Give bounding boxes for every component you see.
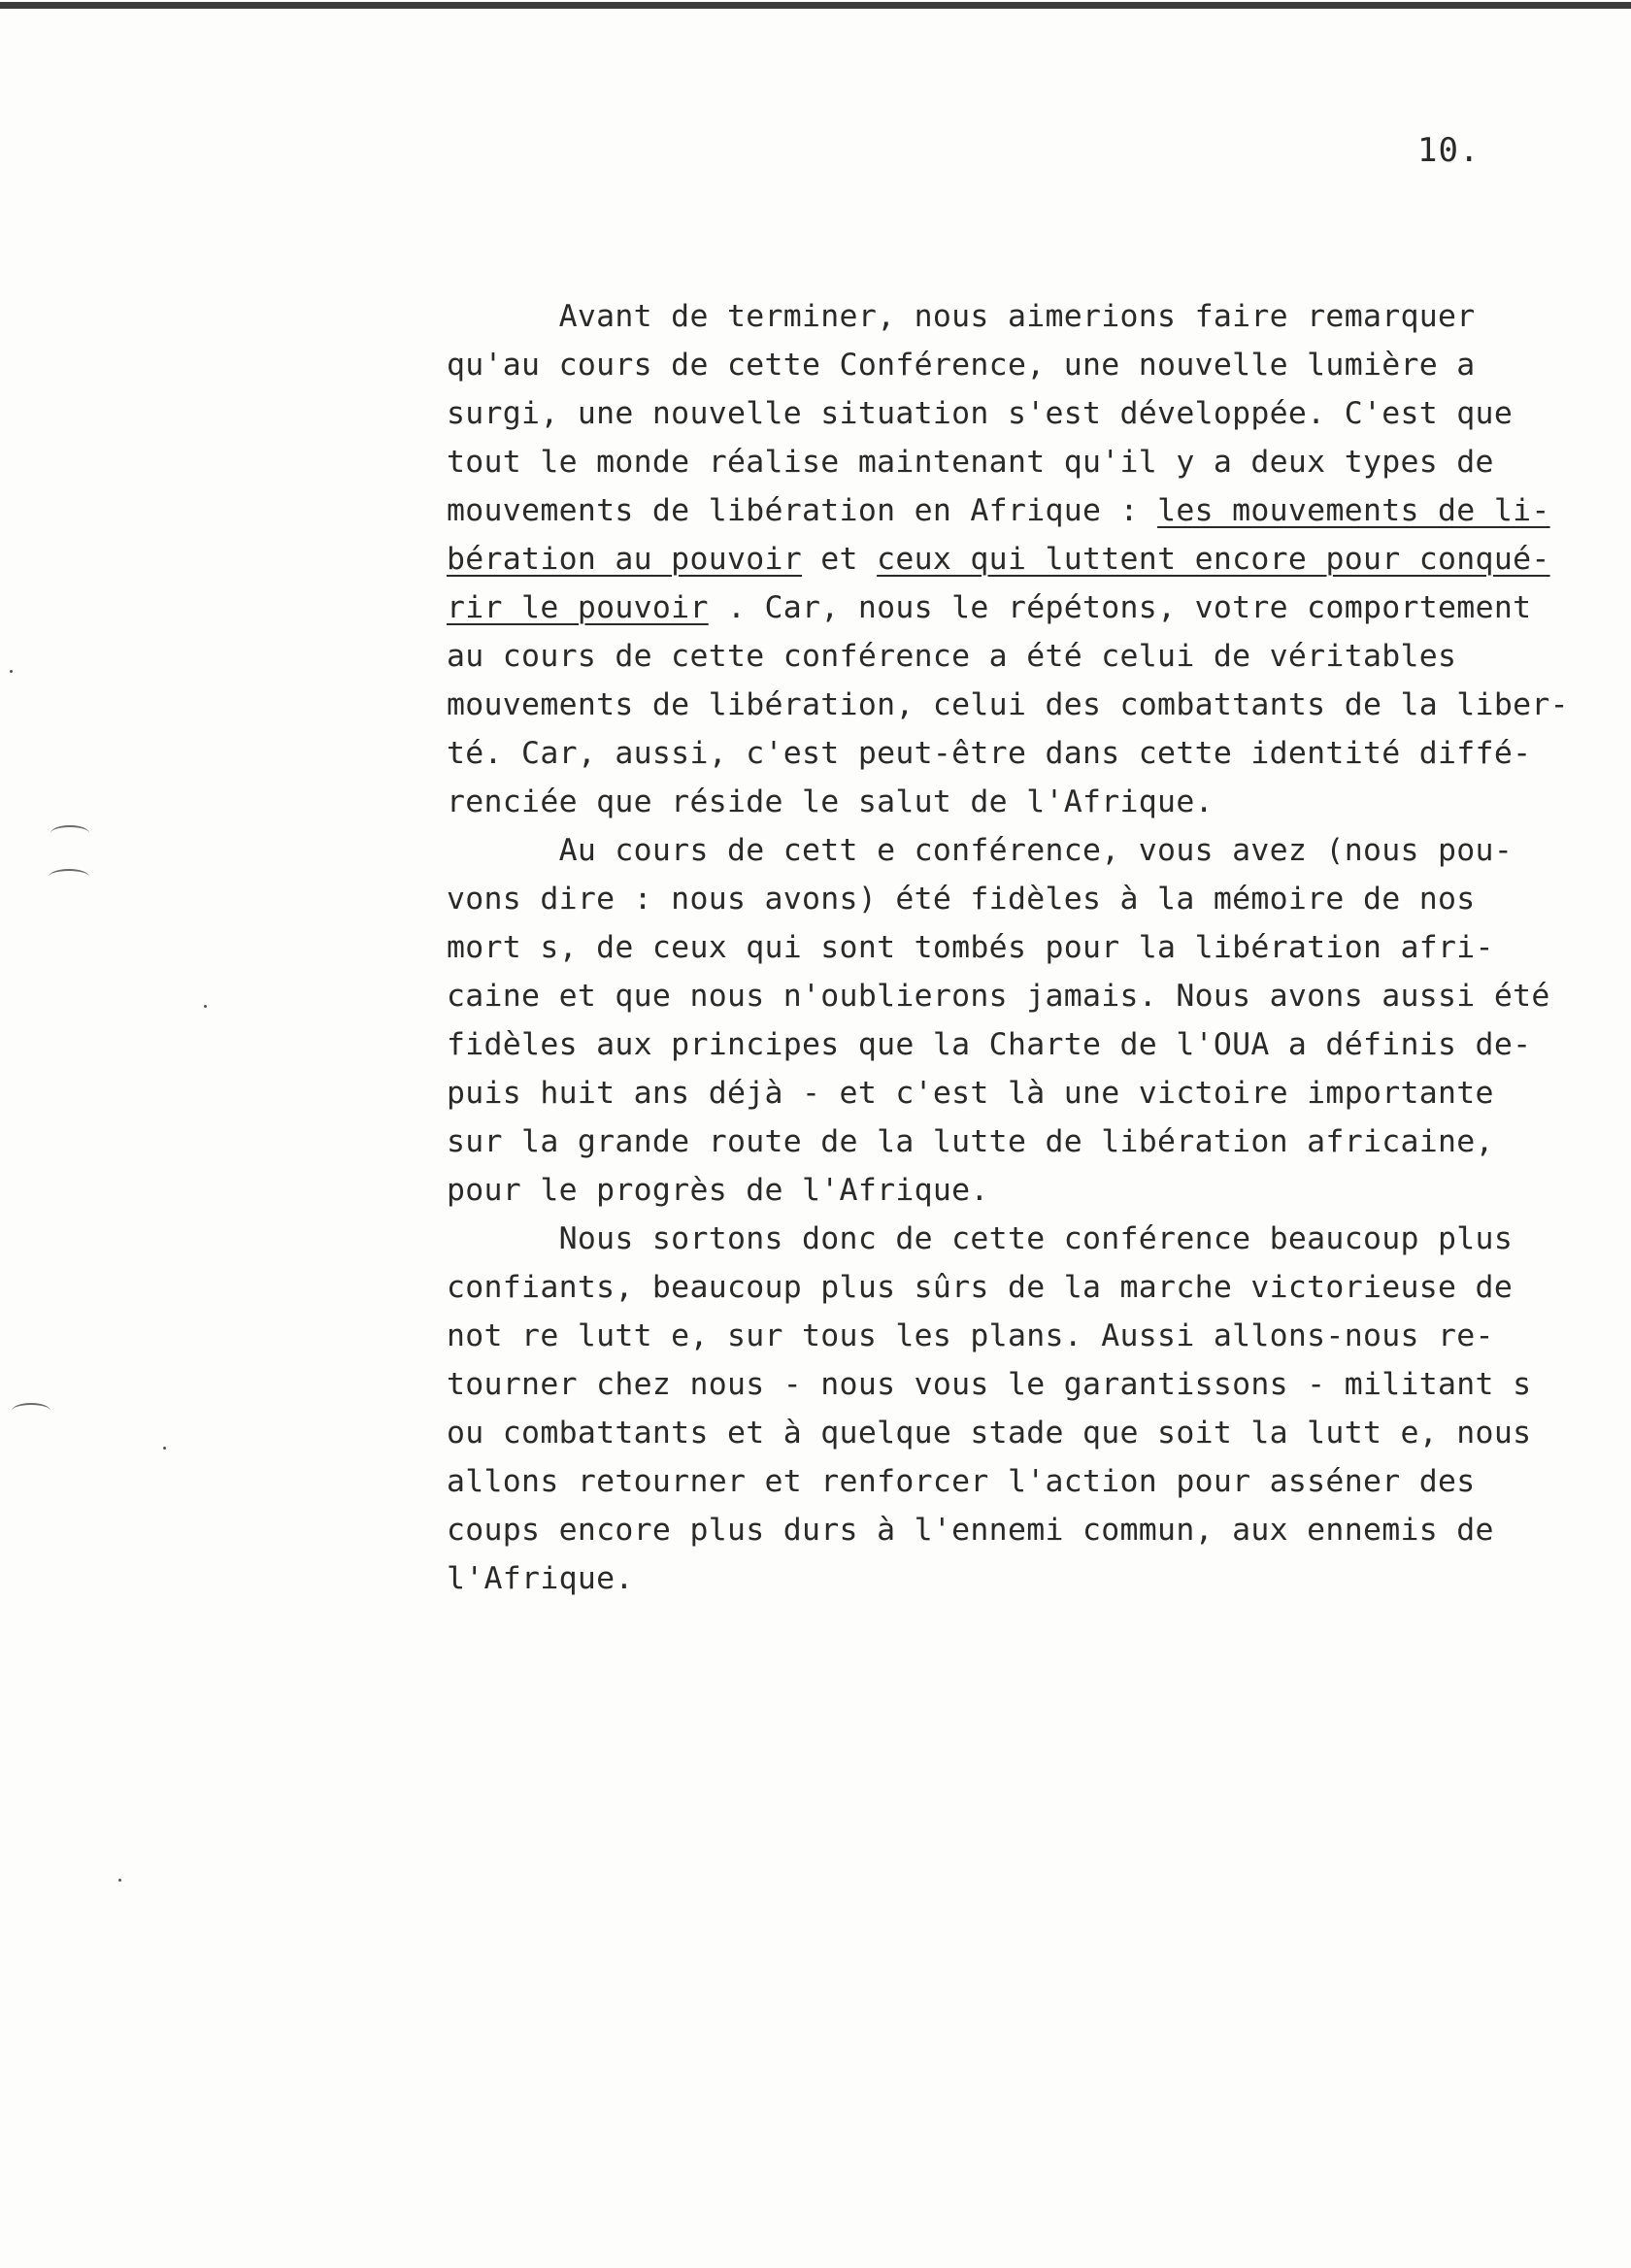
text-segment: not re lutt e, sur tous les plans. Aussi allons-nous re-: [447, 1318, 1494, 1353]
underlined-text: les mouvements de li-: [1157, 493, 1550, 528]
text-segment: coups encore plus durs à l'ennemi commun, aux ennemis de: [447, 1513, 1494, 1548]
text-line: [447, 1312, 1592, 1360]
text-segment: allons retourner et renforcer l'action pour asséner des: [447, 1464, 1476, 1499]
text-segment: Au cours de cett e conférence, vous avez (nous pou-: [447, 833, 1514, 868]
text-segment: pour le progrès de l'Afrique.: [447, 1173, 989, 1208]
text-line: [447, 535, 1592, 584]
text-line: [447, 1457, 1592, 1506]
text-line: [447, 1020, 1592, 1069]
text-segment: vons dire : nous avons) été fidèles à la mémoire de nos: [447, 882, 1476, 917]
text-segment: té. Car, aussi, c'est peut-être dans cette identité diffé-: [447, 736, 1532, 771]
text-segment: . Car, nous le répétons, votre comportement: [708, 590, 1532, 625]
text-line: [447, 1506, 1592, 1554]
margin-dot: [118, 1879, 121, 1882]
text-segment: Nous sortons donc de cette conférence beaucoup plus: [447, 1221, 1514, 1256]
text-segment: sur la grande route de la lutte de libération africaine,: [447, 1124, 1494, 1159]
text-line: [447, 438, 1592, 486]
text-segment: puis huit ans déjà - et c'est là une victoire importante: [447, 1076, 1494, 1111]
text-line: [447, 1554, 1592, 1603]
margin-mark: [50, 825, 89, 841]
text-line: [447, 389, 1592, 438]
text-line: [447, 778, 1592, 826]
text-segment: fidèles aux principes que la Charte de l'OUA a définis de-: [447, 1027, 1532, 1062]
margin-mark: [12, 1403, 50, 1418]
margin-mark: [49, 869, 89, 884]
text-line: [447, 292, 1592, 341]
text-segment: ou combattants et à quelque stade que soit la lutt e, nous: [447, 1416, 1532, 1451]
margin-dot: [10, 670, 13, 673]
top-border-rule: [0, 2, 1631, 9]
text-line: [447, 972, 1592, 1020]
text-segment: caine et que nous n'oublierons jamais. Nous avons aussi été: [447, 979, 1550, 1014]
text-line: [447, 632, 1592, 681]
margin-dot: [204, 1005, 207, 1008]
text-segment: mort s, de ceux qui sont tombés pour la libération afri-: [447, 930, 1494, 965]
text-line: [447, 486, 1592, 535]
underlined-text: ceux qui luttent encore pour conqué-: [877, 542, 1550, 577]
text-line: [447, 1117, 1592, 1166]
text-line: [447, 1166, 1592, 1215]
text-segment: tout le monde réalise maintenant qu'il y a deux types de: [447, 445, 1494, 480]
text-line: [447, 584, 1592, 632]
text-line: [447, 875, 1592, 923]
text-line: [447, 1360, 1592, 1409]
text-segment: Avant de terminer, nous aimerions faire remarquer: [447, 299, 1476, 334]
underlined-text: bération au pouvoir: [447, 542, 803, 577]
text-segment: l'Afrique.: [447, 1561, 634, 1596]
text-line: [447, 1409, 1592, 1457]
text-line: [447, 681, 1592, 729]
text-line: [447, 923, 1592, 972]
text-line: [447, 1069, 1592, 1117]
body-text: [447, 292, 1592, 1603]
text-line: [447, 729, 1592, 778]
text-line: [447, 1215, 1592, 1263]
text-line: [447, 341, 1592, 389]
text-segment: tourner chez nous - nous vous le garantissons - militant s: [447, 1367, 1532, 1402]
text-segment: confiants, beaucoup plus sûrs de la marche victorieuse de: [447, 1270, 1514, 1305]
text-line: [447, 826, 1592, 875]
underlined-text: rir le pouvoir: [447, 590, 709, 625]
text-segment: qu'au cours de cette Conférence, une nouvelle lumière a: [447, 348, 1476, 383]
page-number: 10.: [1417, 131, 1481, 170]
text-line: [447, 1263, 1592, 1312]
text-segment: renciée que réside le salut de l'Afrique.: [447, 784, 1214, 819]
text-segment: mouvements de libération, celui des combattants de la liber-: [447, 687, 1569, 722]
text-segment: et: [802, 542, 878, 577]
text-segment: au cours de cette conférence a été celui de véritables: [447, 639, 1457, 674]
text-segment: mouvements de libération en Afrique :: [447, 493, 1158, 528]
text-segment: surgi, une nouvelle situation s'est développée. C'est que: [447, 396, 1514, 431]
margin-dot: [163, 1447, 166, 1450]
